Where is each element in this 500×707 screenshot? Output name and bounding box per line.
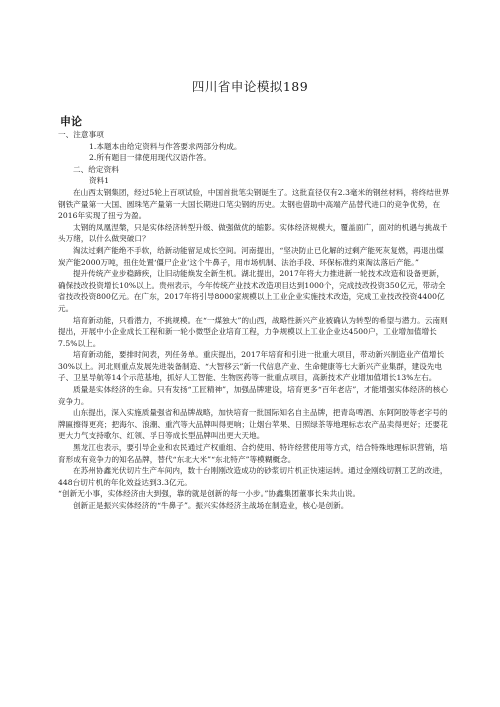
paragraph: 在山西太钢集团，经过5轮上百项试验，中国首批笔尖钢诞生了。这批直径仅有2.3毫米的钢丝材料，将终结世界钢铁产量第一大国、圆珠笔产量第一大国长期进口笔尖钢的历史。太钢也借助中高端产品替代进口的竞争优势，在2016年实现了扭亏为盈。 bbox=[58, 187, 450, 221]
material-label: 资料1 bbox=[89, 176, 110, 186]
document-title: 四川省申论模拟189 bbox=[191, 79, 309, 94]
paragraph: 黑龙江也表示，要引导企业和农民通过产权重组、合约使用、特许经营使用等方式，结合特殊地理标识营销，培育形成有竞争力的知名品牌，替代“东北大米”“东北特产”等模糊概念。 bbox=[58, 443, 448, 464]
notes-header: 一、注意事项 bbox=[58, 130, 104, 139]
note-item: 1.本题本由给定资料与作答要求两部分构成。 bbox=[89, 141, 242, 151]
paragraph: 山东提出，深入实施质量强省和品牌战略，加快培育一批国际知名自主品牌，把青岛啤酒、东阿阿胶等老字号的牌匾擦得更亮；把海尔、浪潮、重汽等大品牌叫得更响；让烟台苹果、日照绿茶等地理标志农产品卖得更好；还要花更大力气支持歌尔、红领、孚日等成长型品牌叫出更大天地。 bbox=[58, 408, 448, 441]
paragraph: “创新无小事，实体经济由大到强，靠的就是创新的每一小步。”协鑫集团董事长朱共山说。 bbox=[58, 489, 361, 499]
paragraph: 太钢的凤凰涅槃，只是实体经济转型升级、做强做优的缩影。实体经济规模大，覆盖面广，面对的机遇与挑战千头万绪，以什么做突破口？ bbox=[58, 222, 448, 244]
paragraph: 培育新动能，只看潜力，不挑规模。在“一煤独大”的山西，战略性新兴产业被确认为转型的希望与潜力。云南则提出，开展中小企业成长工程和新一轮小微型企业培育工程，力争规模以上工业企业达4500户，工业增加值增长7.5%以上。 bbox=[58, 315, 448, 348]
section-heading: 申论 bbox=[60, 115, 82, 128]
paragraph: 提升传统产业步稳蹄疾，让旧动能焕发全新生机。湖北提出，2017年将大力推进新一轮技术改造和设备更新，确保技改投资增长10%以上。贵州表示，今年传统产业技术改造项目达到1000个，完成技改投资350亿元，带动全省技改投资800亿元。在广东，2017年将引导8000家规模以上工业企业实施技术改造，完成工业技改投资4400亿元。 bbox=[58, 269, 446, 313]
paragraph: 在苏州协鑫光伏切片生产车间内，数十台刚刚改造成功的砂浆切片机正快速运转。通过金刚线切割工艺的改进，448台切片机的年化效益达到3.3亿元。 bbox=[58, 466, 448, 487]
note-item: 2.所有题目一律使用现代汉语作答。 bbox=[89, 153, 211, 163]
materials-header: 二、给定资料 bbox=[73, 164, 119, 174]
paragraph: 淘汰过剩产能绝不手软，给新动能留足成长空间。河南提出，“坚决防止已化解的过剩产能死灰复燃，再退出煤炭产能2000万吨，扭住处置‘僵尸企业’这个牛鼻子，用市场机制、法治手段、环保标准约束淘汰落后产能。” bbox=[58, 245, 444, 267]
paragraph: 质量是实体经济的生命。只有发扬“工匠精神”，加强品牌建设，培育更多“百年老店”，才能增强实体经济的核心竞争力。 bbox=[58, 385, 448, 406]
paragraph: 创新正是振兴实体经济的“牛鼻子”。振兴实体经济主战场在制造业，核心是创新。 bbox=[73, 501, 349, 510]
document-body bbox=[58, 129, 450, 512]
paragraph: 培育新动能，要排时间表，列任务单。重庆提出，2017年培育和引进一批重大项目，带动新兴制造业产值增长30%以上。河北则重点发展先进装备制造、“大智移云”新一代信息产业、生命健康等七大新兴产业集群，建设先电子、卫星导航等14个示范基地，抓好人工智能、生物医药等一批重点项目，高新技术产业增加值增长13%左右。 bbox=[58, 350, 445, 383]
